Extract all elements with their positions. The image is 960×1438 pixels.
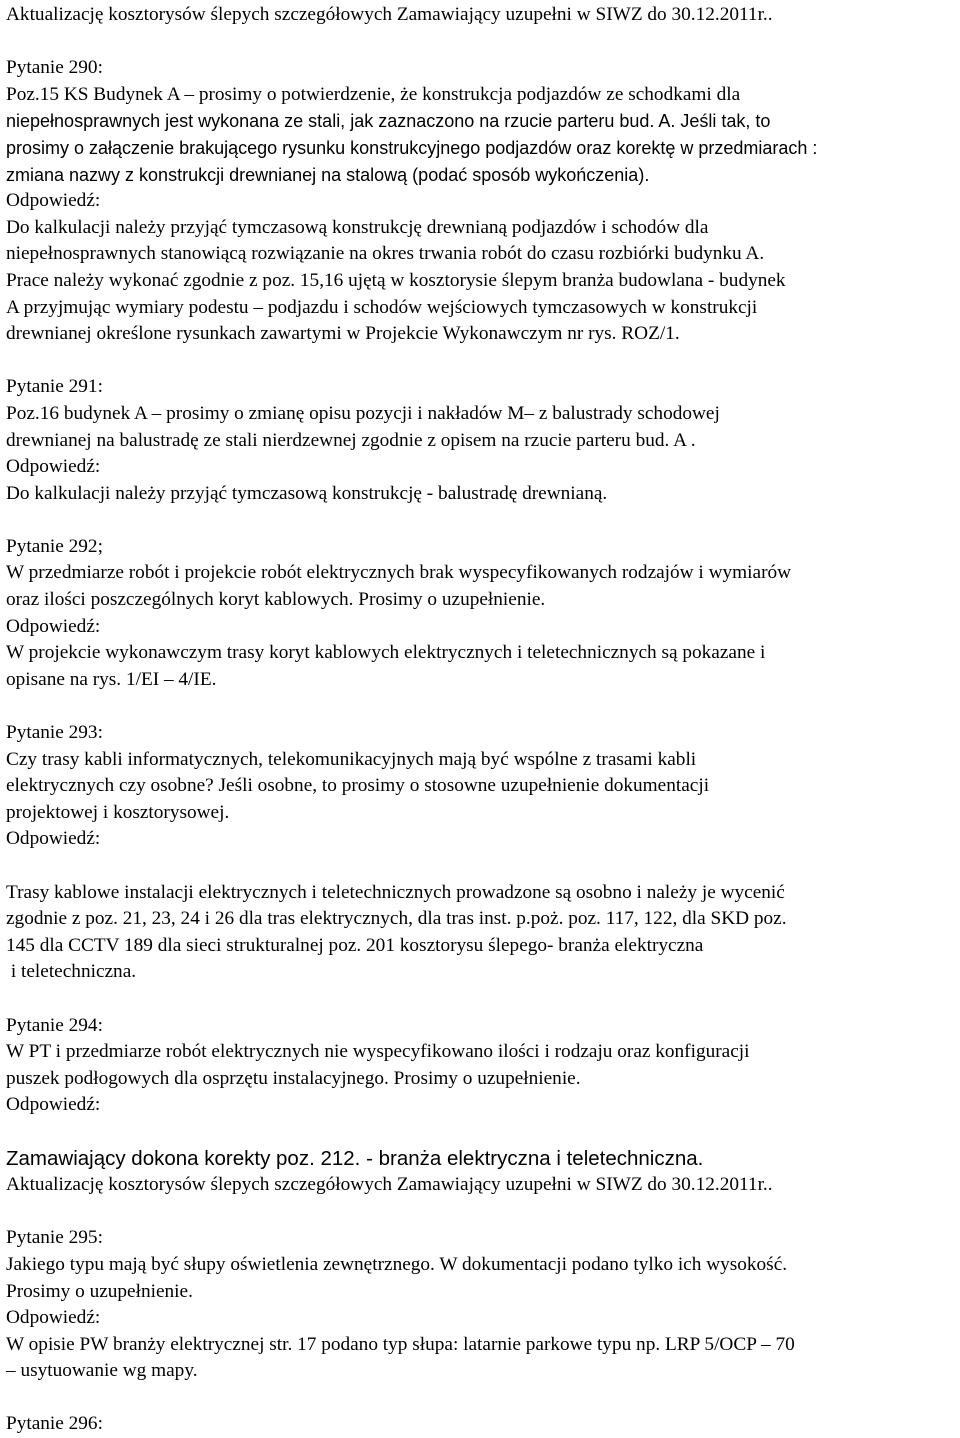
question-291-text-line: drewnianej na balustradę ze stali nierdzewnej zgodnie z opisem na rzucie parteru bud. A . — [6, 429, 696, 451]
question-294-text-line: puszek podłogowych dla osprzętu instalacyjnego. Prosimy o uzupełnienie. — [6, 1067, 581, 1089]
question-290-text-segment: niepełnosprawnych jest wykonana ze stali, jak zaznaczono na rzucie parteru bud. A. — [6, 111, 676, 132]
update-note: Aktualizację kosztorysów ślepych szczegółowych Zamawiający uzupełni w SIWZ do 30.12.2011r.. — [6, 4, 773, 25]
question-292-text-line: W przedmiarze robót i projekcie robót elektrycznych brak wyspecyfikowanych rodzajów i wymiarów — [6, 562, 792, 584]
answer-290-text-line: niepełnosprawnych stanowiącą rozwiązanie na okres trwania robót do czasu rozbiórki budynku A. — [6, 243, 765, 265]
spacer — [6, 1385, 958, 1412]
question-290-text-line: prosimy o załączenie brakującego rysunku konstrukcyjnego podjazdów oraz korektę w przedmiarach : — [6, 137, 818, 158]
answer-293-text-line: Trasy kablowe instalacji elektrycznych i teletechnicznych prowadzone są osobno i należy je wycenić — [6, 881, 785, 903]
answer-label: Odpowiedź: — [6, 190, 101, 212]
question-294-heading: Pytanie 294: — [6, 1014, 103, 1036]
answer-294-text-line: Aktualizację kosztorysów ślepych szczegółowych Zamawiający uzupełni w SIWZ do 30.12.2011r.. — [6, 1174, 773, 1196]
answer-292-text-line: opisane na rys. 1/EI – 4/IE. — [6, 668, 217, 690]
answer-label: Odpowiedź: — [6, 828, 101, 850]
question-290-heading: Pytanie 290: — [6, 57, 103, 79]
spacer — [6, 1199, 958, 1226]
answer-294-text-line: Zamawiający dokona korekty poz. 212. - branża elektryczna i teletechniczna. — [6, 1146, 704, 1170]
answer-293-text-line: 145 dla CCTV 189 dla sieci strukturalnej poz. 201 kosztorysu ślepego- branża elektryczna — [6, 934, 704, 956]
answer-293-text-line: zgodnie z poz. 21, 23, 24 i 26 dla tras elektrycznych, dla tras inst. p.poż. poz. 117, 122, dla SKD poz. — [6, 908, 787, 930]
answer-290-text-segment: 15,16 ujętą w kosztorysie ślepym branża budowlana - budynek — [295, 269, 786, 291]
question-291-text-line: Poz.16 budynek A – prosimy o zmianę opisu pozycji i nakładów M– z balustrady schodowej — [6, 402, 720, 424]
spacer — [6, 693, 958, 720]
question-293-heading: Pytanie 293: — [6, 722, 103, 744]
answer-293-text-line: i teletechniczna. — [6, 961, 137, 983]
spacer — [6, 986, 958, 1013]
question-293-text-line: Czy trasy kabli informatycznych, telekomunikacyjnych mają być wspólne z trasami kabli — [6, 748, 697, 770]
question-294-text-line: W PT i przedmiarze robót elektrycznych nie wyspecyfikowano ilości i rodzaju oraz konfiguracji — [6, 1041, 750, 1063]
question-293-text-line: elektrycznych czy osobne? Jeśli osobne, to prosimy o stosowne uzupełnienie dokumentacji — [6, 775, 710, 797]
answer-290-text-line: drewnianej określone rysunkach zawartymi w Projekcie Wykonawczym nr rys. ROZ/1. — [6, 323, 680, 345]
answer-295-text-line: – usytuowanie wg mapy. — [6, 1360, 198, 1382]
question-290-text-line — [6, 108, 958, 135]
answer-291-text-line: Do kalkulacji należy przyjąć tymczasową konstrukcję - balustradę drewnianą. — [6, 482, 608, 504]
answer-label: Odpowiedź: — [6, 1307, 101, 1329]
answer-290-text-line — [6, 268, 958, 295]
document-page — [6, 2, 958, 1438]
question-291-heading: Pytanie 291: — [6, 376, 103, 398]
answer-290-text-line: Do kalkulacji należy przyjąć tymczasową konstrukcję drewnianą podjazdów i schodów dla — [6, 216, 709, 238]
question-292-heading: Pytanie 292; — [6, 535, 103, 557]
spacer — [6, 29, 958, 56]
question-290-text-line: Poz.15 KS Budynek A – prosimy o potwierdzenie, że konstrukcja podjazdów ze schodkami dla — [6, 83, 741, 105]
answer-290-text-segment: Prace należy wykonać zgodnie z poz. — [6, 269, 296, 291]
question-290-text-segment: Jeśli tak, to — [675, 111, 771, 132]
question-292-text-line: oraz ilości poszczególnych koryt kablowych. Prosimy o uzupełnienie. — [6, 589, 546, 611]
answer-290-text-line: A przyjmując wymiary podestu – podjazdu i schodów wejściowych tymczasowych w konstrukcji — [6, 296, 758, 318]
answer-295-text-line: W opisie PW branży elektrycznej str. 17 podano typ słupa: latarnie parkowe typu np. LRP 5/OCP – 70 — [6, 1333, 795, 1355]
question-295-text-line: Jakiego typu mają być słupy oświetlenia zewnętrznego. W dokumentacji podano tylko ich wysokość. — [6, 1253, 788, 1275]
answer-label: Odpowiedź: — [6, 456, 101, 478]
question-295-text-line: Prosimy o uzupełnienie. — [6, 1280, 193, 1302]
spacer — [6, 348, 958, 375]
spacer — [6, 507, 958, 534]
answer-label: Odpowiedź: — [6, 615, 101, 637]
spacer — [6, 853, 958, 880]
spacer — [6, 1119, 958, 1146]
question-293-text-line: projektowej i kosztorysowej. — [6, 801, 230, 823]
question-296-heading: Pytanie 296: — [6, 1413, 103, 1435]
question-290-text-line: zmiana nazwy z konstrukcji drewnianej na stalową (podać sposób wykończenia). — [6, 164, 650, 185]
answer-292-text-line: W projekcie wykonawczym trasy koryt kablowych elektrycznych i teletechnicznych są pokazane i — [6, 642, 766, 664]
question-295-heading: Pytanie 295: — [6, 1227, 103, 1249]
answer-label: Odpowiedź: — [6, 1094, 101, 1116]
